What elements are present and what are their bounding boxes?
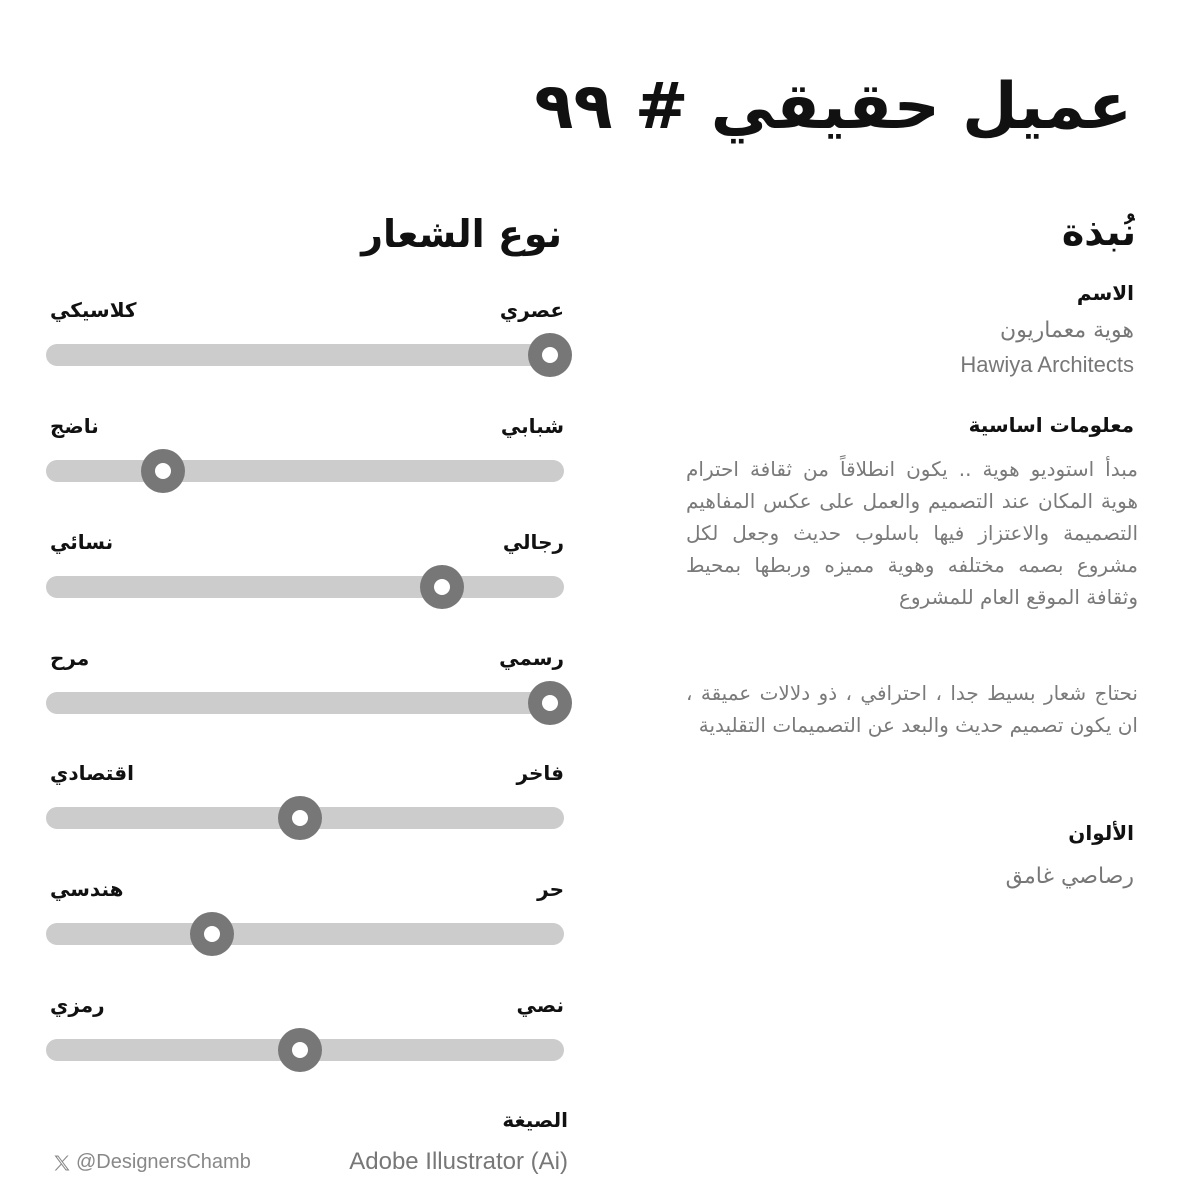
slider-thumb[interactable] bbox=[278, 1028, 322, 1072]
about-heading: نُبذة bbox=[1061, 210, 1136, 254]
slider-track[interactable] bbox=[46, 692, 564, 714]
slider-right-label: فاخر bbox=[516, 761, 564, 785]
slider-track[interactable] bbox=[46, 923, 564, 945]
slider-left-label: نسائي bbox=[50, 530, 114, 554]
slider-left-label: مرح bbox=[50, 646, 90, 670]
name-arabic: هوية معماريون bbox=[1000, 318, 1134, 343]
slider-left-label: ناضج bbox=[50, 414, 99, 438]
slider-thumb[interactable] bbox=[141, 449, 185, 493]
x-logo-icon bbox=[52, 1153, 72, 1173]
slider-masculine-feminine[interactable] bbox=[46, 530, 564, 610]
slider-right-label: عصري bbox=[499, 298, 564, 322]
slider-left-label: هندسي bbox=[50, 877, 124, 901]
slider-thumb[interactable] bbox=[528, 333, 572, 377]
slider-right-label: شبابي bbox=[500, 414, 564, 438]
basic-info-label: معلومات اساسية bbox=[968, 413, 1134, 437]
slider-thumb[interactable] bbox=[528, 681, 572, 725]
slider-track[interactable] bbox=[46, 344, 564, 366]
name-english: Hawiya Architects bbox=[960, 352, 1134, 377]
slider-right-label: رجالي bbox=[502, 530, 564, 554]
name-label: الاسم bbox=[1076, 281, 1134, 305]
slider-formal-playful[interactable] bbox=[46, 646, 564, 726]
slider-left-label: اقتصادي bbox=[50, 761, 134, 785]
basic-info-paragraph: مبدأ استوديو هوية .. يكون انطلاقاً من ثقافة احترام هوية المكان عند التصميم والعمل على عكس المفاهيم التصميمة والاعتزاز فيها باسلوب حديث وجعل لكل مشروع بصمه مختلفه وهوية مميزه وربطها بمحيط وثقافة الموقع العام للمشروع bbox=[686, 457, 1138, 609]
slider-right-label: نصي bbox=[516, 993, 564, 1017]
format-value: Adobe Illustrator (Ai) bbox=[349, 1148, 568, 1175]
slider-text-symbolic[interactable] bbox=[46, 993, 564, 1073]
page-title: عميل حقيقي # ٩٩ bbox=[534, 70, 1132, 144]
slider-left-label: رمزي bbox=[50, 993, 105, 1017]
slider-free-geometric[interactable] bbox=[46, 877, 564, 957]
slider-youthful-mature[interactable] bbox=[46, 414, 564, 494]
logo-type-heading: نوع الشعار bbox=[361, 212, 562, 256]
social-handle-text: @DesignersChamb bbox=[76, 1151, 251, 1173]
slider-left-label: كلاسيكي bbox=[50, 298, 137, 322]
slider-thumb[interactable] bbox=[278, 796, 322, 840]
slider-thumb[interactable] bbox=[190, 912, 234, 956]
slider-thumb[interactable] bbox=[420, 565, 464, 609]
slider-track[interactable] bbox=[46, 576, 564, 598]
colors-label: الألوان bbox=[1068, 821, 1134, 845]
slider-right-label: رسمي bbox=[499, 646, 564, 670]
social-handle[interactable] bbox=[52, 1151, 251, 1174]
slider-right-label: حر bbox=[537, 877, 564, 901]
format-label: الصيغة bbox=[502, 1108, 568, 1132]
slider-luxury-economic[interactable] bbox=[46, 761, 564, 841]
requirements-paragraph: نحتاج شعار بسيط جدا ، احترافي ، ذو دلالات عميقة ، ان يكون تصميم حديث والبعد عن التصميمات التقليدية bbox=[686, 681, 1138, 737]
slider-track[interactable] bbox=[46, 460, 564, 482]
colors-value: رصاصي غامق bbox=[1005, 864, 1134, 889]
slider-modern-classic[interactable] bbox=[46, 298, 564, 378]
